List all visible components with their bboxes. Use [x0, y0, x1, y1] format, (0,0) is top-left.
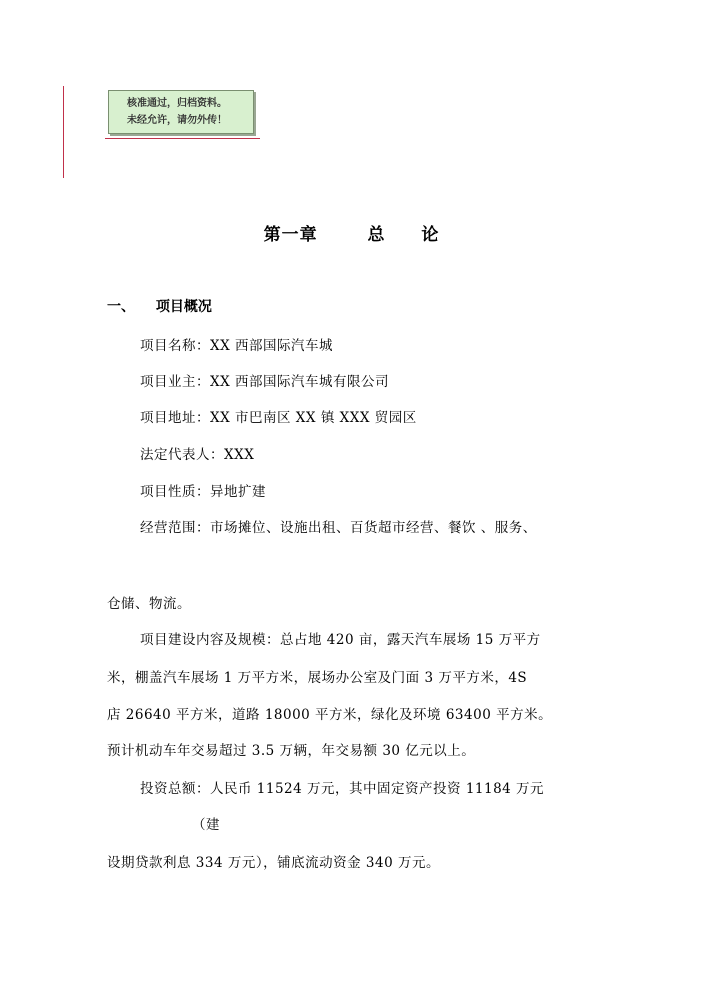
chapter-title: [0, 220, 703, 245]
construction-line-3: 店 26640 平方米，道路 18000 平方米，绿化及环境 63400 平方米。: [107, 707, 553, 723]
investment-line-2: （建: [192, 817, 220, 833]
section-heading: [107, 296, 212, 316]
margin-line: [63, 86, 64, 178]
investment-line-3: 设期贷款利息 334 万元），铺底流动资金 340 万元。: [107, 855, 440, 871]
project-name-line: 项目名称：XX 西部国际汽车城: [140, 338, 334, 354]
project-address-line: 项目地址：XX 市巴南区 XX 镇 XXX 贸园区: [140, 410, 417, 426]
construction-line-1: 项目建设内容及规模：总占地 420 亩，露天汽车展场 15 万平方: [140, 632, 541, 648]
business-scope-line: 经营范围：市场摊位、设施出租、百货超市经营、餐饮 、服务、: [140, 520, 537, 536]
project-nature-line: 项目性质：异地扩建: [140, 484, 266, 500]
investment-line-1: 投资总额：人民币 11524 万元，其中固定资产投资 11184 万元: [140, 781, 545, 797]
stamp-line-2: 未经允许，请勿外传！: [127, 115, 227, 126]
construction-line-2: 米，棚盖汽车展场 1 万平方米，展场办公室及门面 3 万平方米，4S: [107, 670, 528, 686]
business-scope-continued: 仓储、物流。: [107, 596, 191, 612]
chapter-word-2: 论: [421, 225, 440, 245]
stamp-line-1: 核准通过，归档资料。: [127, 98, 227, 109]
legal-representative-line: 法定代表人：XXX: [140, 447, 255, 463]
construction-line-4: 预计机动车年交易超过 3.5 万辆，年交易额 30 亿元以上。: [107, 743, 476, 759]
section-number: 一、: [107, 299, 135, 315]
stamp-underline: [105, 138, 260, 139]
section-title: 项目概况: [155, 299, 212, 315]
chapter-number: 第一章: [263, 225, 318, 245]
chapter-word-1: 总: [367, 225, 386, 245]
project-owner-line: 项目业主：XX 西部国际汽车城有限公司: [140, 374, 390, 390]
approval-stamp: [108, 90, 254, 134]
